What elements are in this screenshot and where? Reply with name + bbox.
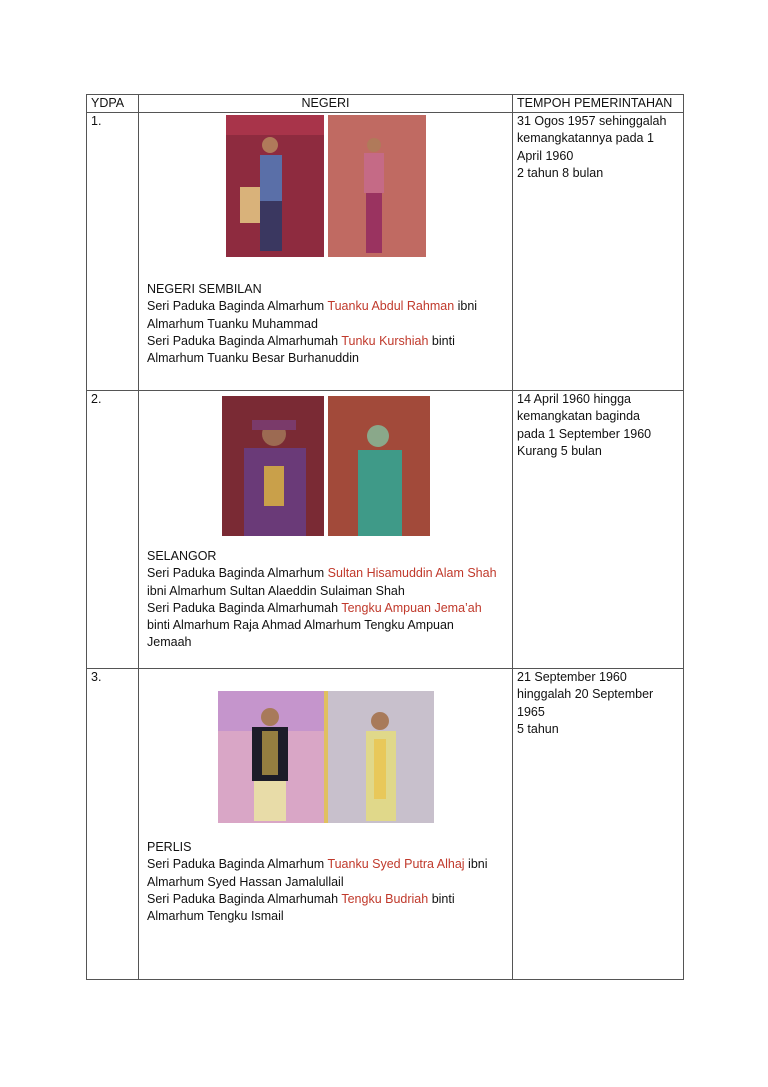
state-name: SELANGOR: [147, 549, 217, 564]
state-cell: [139, 113, 513, 391]
queen-name: Tengku Ampuan Jema’ah: [341, 600, 482, 615]
queen-title: [147, 600, 508, 617]
royal-portrait-photo: [218, 691, 434, 823]
queen-lineage: Almarhum Tengku Ismail: [147, 909, 284, 924]
period-line: hinggalah 20 September: [517, 687, 654, 702]
state-cell: [139, 391, 513, 669]
queen-name: Tunku Kurshiah: [341, 333, 429, 348]
table-row: [87, 391, 684, 669]
state-name: NEGERI SEMBILAN: [147, 282, 262, 297]
queen-name: Tengku Budriah: [341, 891, 429, 906]
period-line: kemangkatannya pada 1: [517, 131, 654, 146]
queen-title: [147, 333, 508, 350]
queen-title-prefix: Seri Paduka Baginda Almarhumah: [147, 333, 342, 348]
period-cell: [513, 113, 684, 391]
king-title-prefix: Seri Paduka Baginda Almarhum: [147, 857, 328, 872]
queen-title-suffix: binti: [428, 891, 455, 906]
period-duration: 2 tahun 8 bulan: [517, 165, 604, 180]
king-lineage: Almarhum Syed Hassan Jamalullail: [147, 874, 344, 889]
queen-title-prefix: Seri Paduka Baginda Almarhumah: [147, 600, 342, 615]
period-line: pada 1 September 1960: [517, 426, 652, 441]
queen-title-prefix: Seri Paduka Baginda Almarhumah: [147, 891, 342, 906]
state-cell: [139, 669, 513, 980]
period-cell: [513, 669, 684, 980]
header-ydpa: YDPA: [87, 95, 139, 113]
king-title: [147, 298, 508, 315]
period-cell: [513, 391, 684, 669]
period-duration: 5 tahun: [517, 721, 559, 736]
royal-portrait-photo: [226, 115, 426, 257]
row-number: 3.: [87, 669, 139, 980]
king-title-prefix: Seri Paduka Baginda Almarhum: [147, 299, 328, 314]
row-number: 1.: [87, 113, 139, 391]
king-title-suffix: ibni: [464, 857, 488, 872]
table-header-row: [87, 95, 684, 113]
king-title-suffix: ibni: [454, 299, 478, 314]
period-duration: Kurang 5 bulan: [517, 443, 602, 458]
header-negeri: NEGERI: [139, 95, 513, 113]
queen-lineage-cont: Jemaah: [147, 635, 192, 650]
table-row: [87, 113, 684, 391]
row-number: 2.: [87, 391, 139, 669]
queen-title-suffix: binti: [428, 333, 455, 348]
king-name: Tuanku Abdul Rahman: [327, 299, 455, 314]
queen-title: [147, 891, 508, 908]
king-title: [147, 565, 508, 582]
period-line: 31 Ogos 1957 sehinggalah: [517, 114, 667, 129]
period-line: 14 April 1960 hingga: [517, 392, 631, 407]
royal-portrait-photo: [222, 396, 430, 536]
queen-lineage: Almarhum Tuanku Besar Burhanuddin: [147, 351, 359, 366]
period-line: 1965: [517, 704, 545, 719]
king-lineage: Almarhum Tuanku Muhammad: [147, 316, 318, 331]
period-line: kemangkatan baginda: [517, 409, 641, 424]
king-lineage: ibni Almarhum Sultan Alaeddin Sulaiman Shah: [147, 583, 405, 598]
king-name: Tuanku Syed Putra Alhaj: [327, 857, 465, 872]
ydpa-table: [86, 94, 684, 980]
king-name: Sultan Hisamuddin Alam Shah: [327, 566, 497, 581]
state-name: PERLIS: [147, 840, 192, 855]
period-line: 21 September 1960: [517, 670, 627, 685]
period-line: April 1960: [517, 148, 574, 163]
king-title-prefix: Seri Paduka Baginda Almarhum: [147, 566, 328, 581]
queen-lineage: binti Almarhum Raja Ahmad Almarhum Tengku Ampuan: [147, 618, 454, 633]
king-title: [147, 856, 508, 873]
table-row: [87, 669, 684, 980]
header-tempoh: TEMPOH PEMERINTAHAN: [513, 95, 684, 113]
